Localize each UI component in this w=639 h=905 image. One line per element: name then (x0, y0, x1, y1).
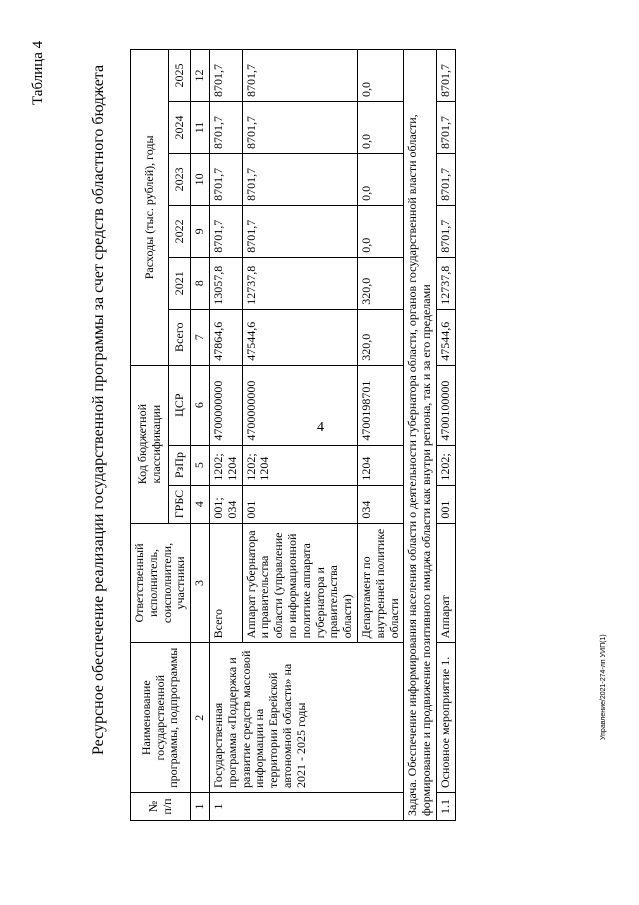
resp-cell: Всего (209, 523, 242, 643)
y2021-cell: 12737,8 (436, 257, 455, 309)
col-header-name: Наименование государственной программы, подпрограммы (131, 643, 191, 793)
colnum: 7 (191, 309, 210, 365)
rzpr-cell: 1202; (436, 445, 455, 485)
y2023-cell: 0,0 (357, 153, 403, 205)
total-cell: 47864,6 (209, 309, 242, 365)
y2023-cell: 8701,7 (436, 153, 455, 205)
csr-cell: 4700000000 (242, 365, 357, 445)
col-header-total: Всего (169, 309, 191, 365)
y2022-cell: 8701,7 (436, 205, 455, 257)
col-header-expenses: Расходы (тыс. рублей), годы (131, 50, 169, 366)
header-row-1 (131, 50, 169, 821)
y2022-cell: 8701,7 (209, 205, 242, 257)
csr-cell: 4700198701 (357, 365, 403, 445)
col-header-2025: 2025 (169, 50, 191, 102)
y2025-cell: 8701,7 (242, 50, 357, 102)
col-header-2023: 2023 (169, 153, 191, 205)
col-header-2024: 2024 (169, 102, 191, 154)
program-num: 1 (209, 793, 403, 821)
y2024-cell: 0,0 (357, 102, 403, 154)
y2025-cell: 0,0 (357, 50, 403, 102)
y2024-cell: 8701,7 (209, 102, 242, 154)
col-header-grbs: ГРБС (169, 485, 191, 523)
y2022-cell: 0,0 (357, 205, 403, 257)
csr-cell: 4700100000 (436, 365, 455, 445)
colnum: 12 (191, 50, 210, 102)
colnum: 11 (191, 102, 210, 154)
colnum: 9 (191, 205, 210, 257)
page-number: 4 (317, 420, 324, 435)
csr-cell: 4700000000 (209, 365, 242, 445)
resp-cell: Аппарат губернатора и правительства области (управление по информационной политике аппарата губернатора и правительства области) (242, 523, 357, 643)
y2021-cell: 12737,8 (242, 257, 357, 309)
y2023-cell: 8701,7 (209, 153, 242, 205)
rzpr-cell: 1202; 1204 (242, 445, 357, 485)
colnum: 4 (191, 485, 210, 523)
colnum: 2 (191, 643, 210, 793)
y2025-cell: 8701,7 (436, 50, 455, 102)
resp-cell: Департамент по внутренней политике области (357, 523, 403, 643)
colnum: 8 (191, 257, 210, 309)
colnum: 10 (191, 153, 210, 205)
table-row (209, 50, 242, 821)
y2021-cell: 320,0 (357, 257, 403, 309)
y2023-cell: 8701,7 (242, 153, 357, 205)
document-code: Управление/2021-274-лп УИП(1) (600, 634, 607, 740)
task-row (404, 50, 437, 821)
y2024-cell: 8701,7 (436, 102, 455, 154)
table-row (436, 50, 455, 821)
column-number-row (191, 50, 210, 821)
y2024-cell: 8701,7 (242, 102, 357, 154)
grbs-cell: 001; 034 (209, 485, 242, 523)
grbs-cell: 001 (436, 485, 455, 523)
col-header-2021: 2021 (169, 257, 191, 309)
col-header-kbk: Код бюджетной классификации (131, 365, 169, 523)
colnum: 1 (191, 793, 210, 821)
col-header-csr: ЦСР (169, 365, 191, 445)
colnum: 5 (191, 445, 210, 485)
measure-num: 1.1 (436, 793, 455, 821)
program-name: Государственная программа «Поддержка и развитие средств массовой информации на территории Еврейской автономной области» на 2021 - 2025 годы (209, 643, 403, 793)
col-header-2022: 2022 (169, 205, 191, 257)
col-header-rzpr: РзПр (169, 445, 191, 485)
y2025-cell: 8701,7 (209, 50, 242, 102)
rzpr-cell: 1202; 1204 (209, 445, 242, 485)
total-cell: 47544,6 (242, 309, 357, 365)
col-header-resp: Ответственный исполнитель, соисполнители, участники (131, 523, 191, 643)
table-label: Таблица 4 (30, 40, 46, 105)
resp-cell: Аппарат (436, 523, 455, 643)
y2022-cell: 8701,7 (242, 205, 357, 257)
grbs-cell: 001 (242, 485, 357, 523)
rzpr-cell: 1204 (357, 445, 403, 485)
grbs-cell: 034 (357, 485, 403, 523)
total-cell: 320,0 (357, 309, 403, 365)
resource-table (130, 49, 456, 821)
y2021-cell: 13057,8 (209, 257, 242, 309)
measure-name: Основное мероприятие 1. (436, 643, 455, 793)
colnum: 6 (191, 365, 210, 445)
colnum: 3 (191, 523, 210, 643)
table-title: Ресурсное обеспечение реализации государственной программы за счет средств областного бюджета (90, 64, 107, 755)
col-header-num: № п/п (131, 793, 191, 821)
total-cell: 47544,6 (436, 309, 455, 365)
task-text: Задача. Обеспечение информирования населения области о деятельности губернатора области, органов государственной власти области, формирование и продвижение позитивного имиджа области как внутри региона, так и за его пределами (404, 50, 437, 821)
